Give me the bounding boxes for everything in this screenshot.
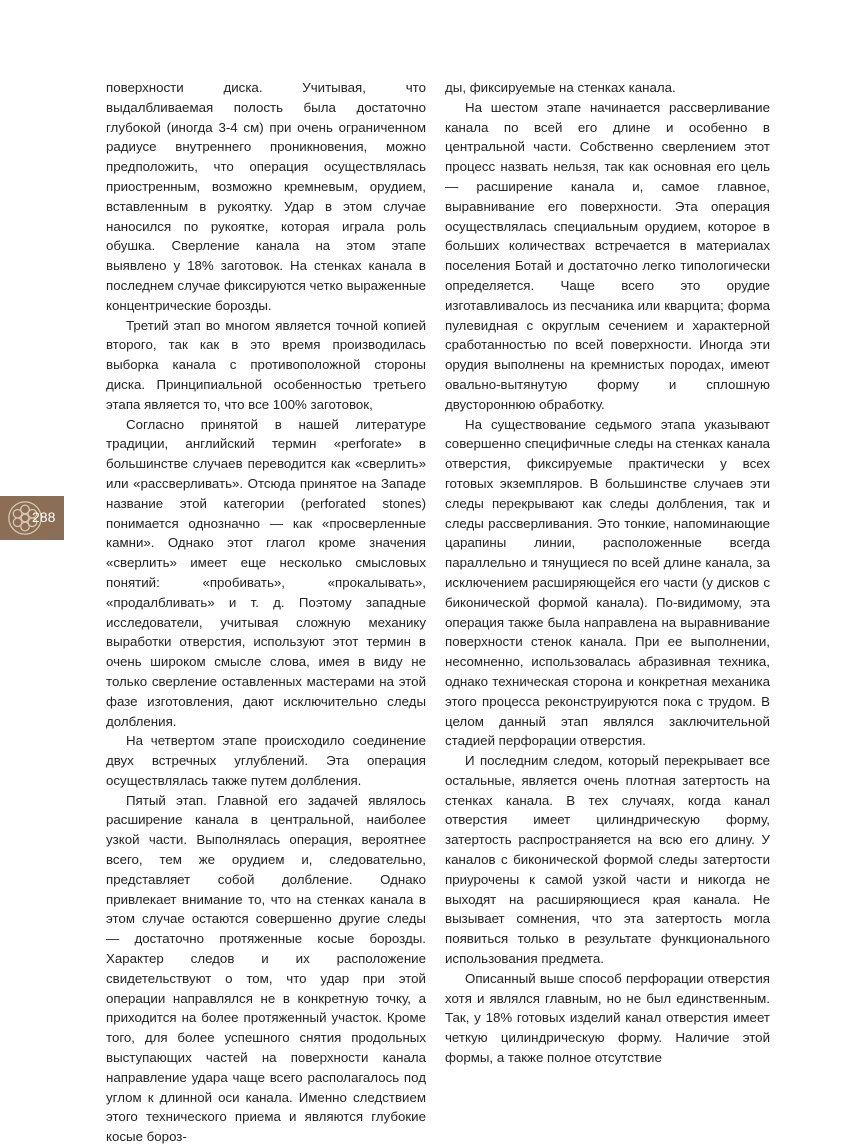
paragraph: На четвертом этапе происходило соединение двух встречных углублений. Эта операция осуществлялась также путем долбления. xyxy=(106,733,426,788)
left-text-column xyxy=(106,78,426,1147)
right-text-column xyxy=(445,78,770,1068)
paragraph: ды, фиксируемые на стенках канала. xyxy=(445,80,676,95)
paragraph: Третий этап во многом является точной копией второго, так как в это время производилась выборка канала с противоположной стороны диска. Принципиальной особенностью третьего этапа является то, что все 100% заготовок, xyxy=(106,317,426,412)
page-number-tab xyxy=(0,496,64,540)
paragraph: На существование седьмого этапа указывают совершенно специфичные следы на стенках канала отверстия, фиксируемые практически у всех готовых экземпляров. В большинстве случаев эти следы перекрывают как следы долбления, так и следы рассверливания. Это тонкие, напоминающие царапины линии, расположенные всегда параллельно и тянущиеся по всей длине канала, за исключением расширяющейся его части (у дисков с биконической формой канала). По-видимому, эта операция также была направлена на выравнивание поверхности стенок канала. При ее выполнении, несомненно, использовалась абразивная техника, однако техническая сторона и конкретная механика этого процесса реконструируются пока с трудом. В целом данный этап являлся заключительной стадией перфорации отверстия. xyxy=(445,416,770,749)
paragraph: Пятый этап. Главной его задачей являлось расширение канала в центральной, наиболее узкой части. Выполнялась операция, вероятнее всего, тем же орудием и, следовательно, представляет собой долбление. Однако привлекает внимание то, что на стенках канала в этом случае остаются совершенно другие следы — достаточно протяженные косые борозды. Характер следов и их расположение свидетельствуют о том, что удар при этой операции направлялся не в конкретную точку, а приходится на более протяженный участок. Кроме того, для более успешного снятия продольных выступающих частей на поверхности канала направление удара чаще всего располагалось под углом к длинной оси канала. Именно следствием этого технического приема и являются глубокие косые бороз- xyxy=(106,792,426,1145)
paragraph: Описанный выше способ перфорации отверстия хотя и являлся главным, но не был единственным. Так, у 18% готовых изделий канал отверстия имеет четкую цилиндрическую форму. Наличие этой формы, а также полное отсутствие xyxy=(445,970,770,1066)
page-number: 288 xyxy=(32,509,56,525)
paragraph: На шестом этапе начинается рассверливание канала по всей его длине и особенно в центральной части. Собственно сверлением этот процесс назвать нельзя, так как основная его цель — расширение канала и, самое главное, выравнивание его поверхности. Эта операция осуществлялась специальным орудием, которое в больших количествах встречается в материалах поселения Ботай и достаточно легко типологически определяется. Чаще всего это орудие изготавливалось из песчаника или кварцита; форма пулевидная с округлым сечением и характерной сработанностью по всей поверхности. Иногда эти орудия выполнены на кремнистых породах, имеют овально-вытянутую форму и сплошную двустороннюю обработку. xyxy=(445,99,770,412)
paragraph: поверхности диска. Учитывая, что выдалбливаемая полость была достаточно глубокой (иногда 3-4 см) при очень ограниченном радиусе внутреннего проникновения, можно предположить, что операция осуществлялась приостренным, возможно кремневым, орудием, вставленным в рукоятку. Удар в этом случае наносился по рукоятке, которая играла роль обушка. Сверление канала на этом этапе выявлено у 18% заготовок. На стенках канала в последнем случае фиксируются четко выраженные концентрические борозды. xyxy=(106,80,426,313)
paragraph: Согласно принятой в нашей литературе традиции, английский термин «perforate» в большинстве случаев переводится как «сверлить» или «рассверливать». Отсюда принятое на Западе название этой категории (perforated stones) понимается однозначно — как «просверленные камни». Однако этот глагол кроме значения «сверлить» имеет еще несколько смысловых понятий: «пробивать», «прокалывать», «продалбливать» и т. д. Поэтому западные исследователи, учитывая сложную механику выработки отверстия, используют этот термин в очень широком смысле слова, имея в виду не только сверление оставленных мастерами на этой фазе изготовления, дают исключительно следы долбления. xyxy=(106,416,426,729)
paragraph: И последним следом, который перекрывает все остальные, является очень плотная затертость на стенках канала. В тех случаях, когда канал отверстия имеет цилиндрическую форму, затертость распространяется на всю его длину. У каналов с биконической формой следы затертости приурочены к самой узкой части и никогда не выходят на расширяющиеся края канала. Не вызывает сомнения, что эта затертость могла появиться только в результате функционального использования предмета. xyxy=(445,753,770,967)
